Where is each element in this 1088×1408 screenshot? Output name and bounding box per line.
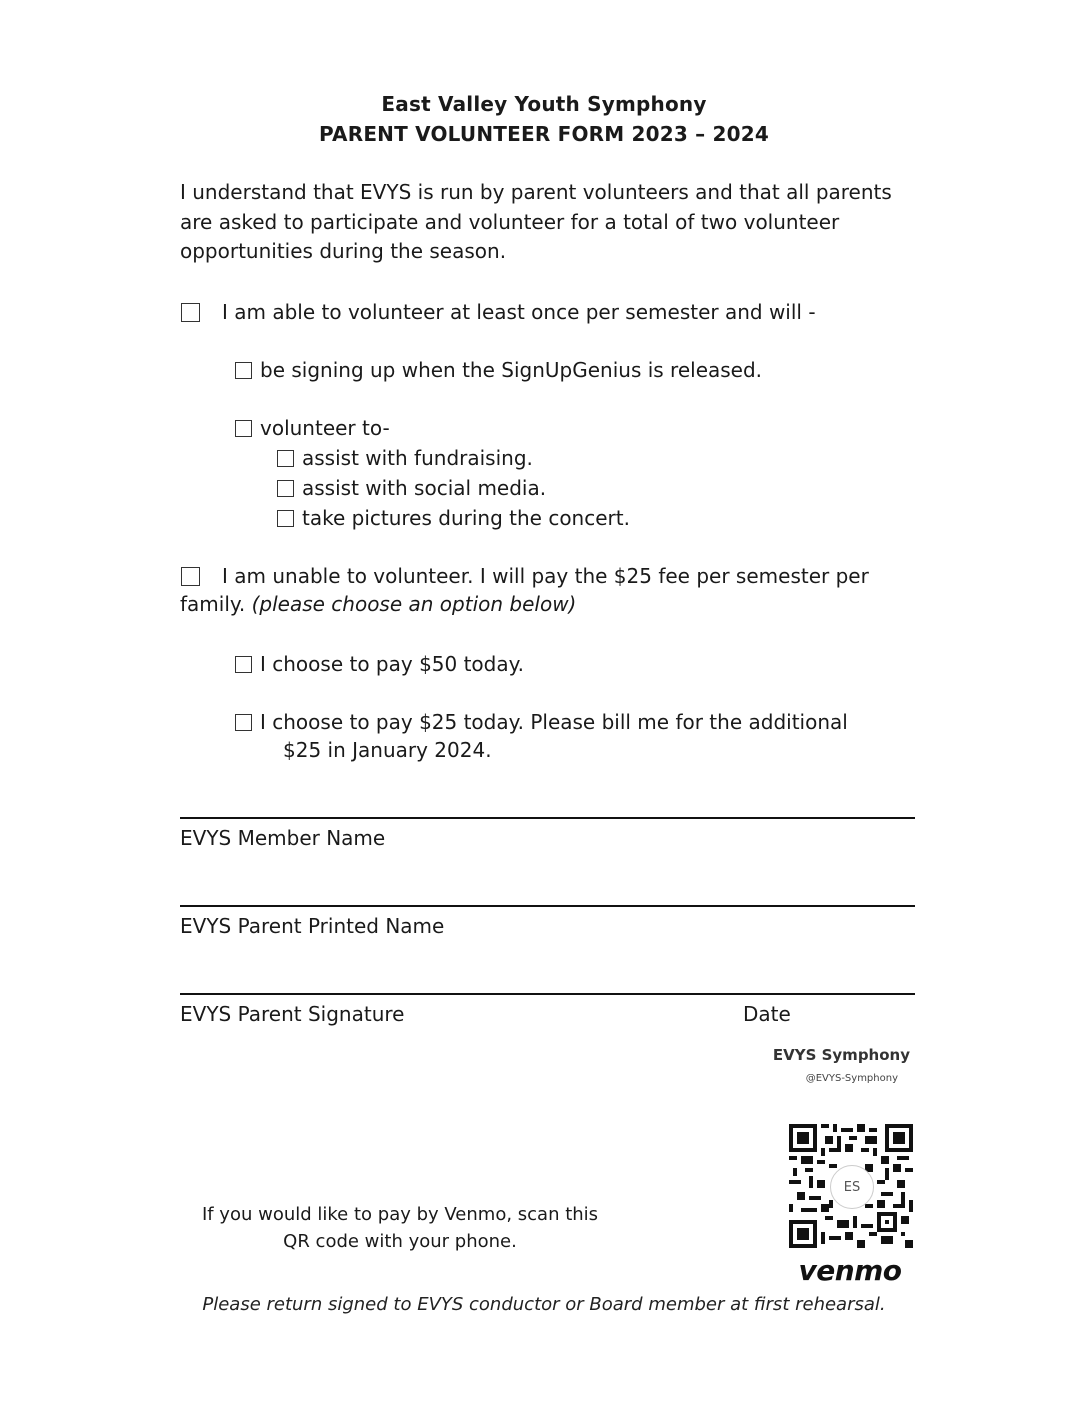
task-pictures[interactable] (277, 506, 630, 530)
fee-option-label: I am unable to volunteer. I will pay the $25 fee per semester per (222, 564, 869, 588)
venmo-instructions-line1: If you would like to pay by Venmo, scan this (201, 1204, 599, 1225)
member-name-label: EVYS Member Name (180, 826, 386, 850)
social-media-label: assist with social media. (302, 476, 547, 500)
pictures-label: take pictures during the concert. (302, 506, 630, 530)
pictures-checkbox[interactable] (277, 510, 294, 527)
venmo-account-name: EVYS Symphony (772, 1046, 910, 1064)
volunteer-to-option[interactable] (235, 416, 390, 440)
volunteer-option[interactable] (181, 300, 816, 324)
signup-checkbox[interactable] (235, 362, 252, 379)
parent-signature-label: EVYS Parent Signature (180, 1002, 405, 1026)
return-instructions: Please return signed to EVYS conductor or Board member at first rehearsal. (202, 1294, 886, 1315)
signup-option-label: be signing up when the SignUpGenius is released. (260, 358, 763, 382)
volunteer-to-checkbox[interactable] (235, 420, 252, 437)
task-social-media[interactable] (277, 476, 546, 500)
member-name-line[interactable] (180, 817, 915, 819)
signup-option[interactable] (235, 358, 762, 382)
social-media-checkbox[interactable] (277, 480, 294, 497)
pay-half-label: I choose to pay $25 today. Please bill me for the additional (260, 710, 848, 734)
pay-half-label-cont: $25 in January 2024. (283, 738, 492, 762)
fee-checkbox[interactable] (181, 567, 200, 586)
pay-half-checkbox[interactable] (235, 714, 252, 731)
volunteer-to-label: volunteer to- (260, 416, 390, 440)
date-label: Date (743, 1002, 791, 1026)
form-title: PARENT VOLUNTEER FORM 2023 – 2024 (319, 122, 769, 146)
venmo-avatar-badge: ES (830, 1165, 874, 1209)
venmo-logo: venmo (798, 1254, 902, 1287)
task-fundraising[interactable] (277, 446, 533, 470)
volunteer-checkbox[interactable] (181, 303, 200, 322)
venmo-handle: @EVYS-Symphony (805, 1073, 898, 1084)
fundraising-label: assist with fundraising. (302, 446, 533, 470)
parent-printed-name-label: EVYS Parent Printed Name (180, 914, 445, 938)
pay-full-label: I choose to pay $50 today. (260, 652, 524, 676)
fundraising-checkbox[interactable] (277, 450, 294, 467)
fee-option-label-cont: family. (180, 592, 246, 616)
parent-printed-name-line[interactable] (180, 905, 915, 907)
org-title: East Valley Youth Symphony (381, 92, 707, 116)
pay-full-option[interactable] (235, 652, 524, 676)
parent-signature-line[interactable] (180, 993, 915, 995)
volunteer-option-label: I am able to volunteer at least once per semester and will - (222, 300, 816, 324)
fee-option-continued (180, 590, 576, 620)
venmo-instructions (180, 1201, 620, 1255)
pay-half-option[interactable] (235, 710, 848, 734)
fee-option[interactable] (181, 564, 869, 588)
venmo-instructions-line2: QR code with your phone. (283, 1231, 517, 1252)
intro-paragraph: I understand that EVYS is run by parent volunteers and that all parents are asked to participate and volunteer for a total of two volunteer opportunities during the season. (180, 180, 892, 263)
pay-full-checkbox[interactable] (235, 656, 252, 673)
fee-option-note: (please choose an option below) (251, 592, 577, 616)
